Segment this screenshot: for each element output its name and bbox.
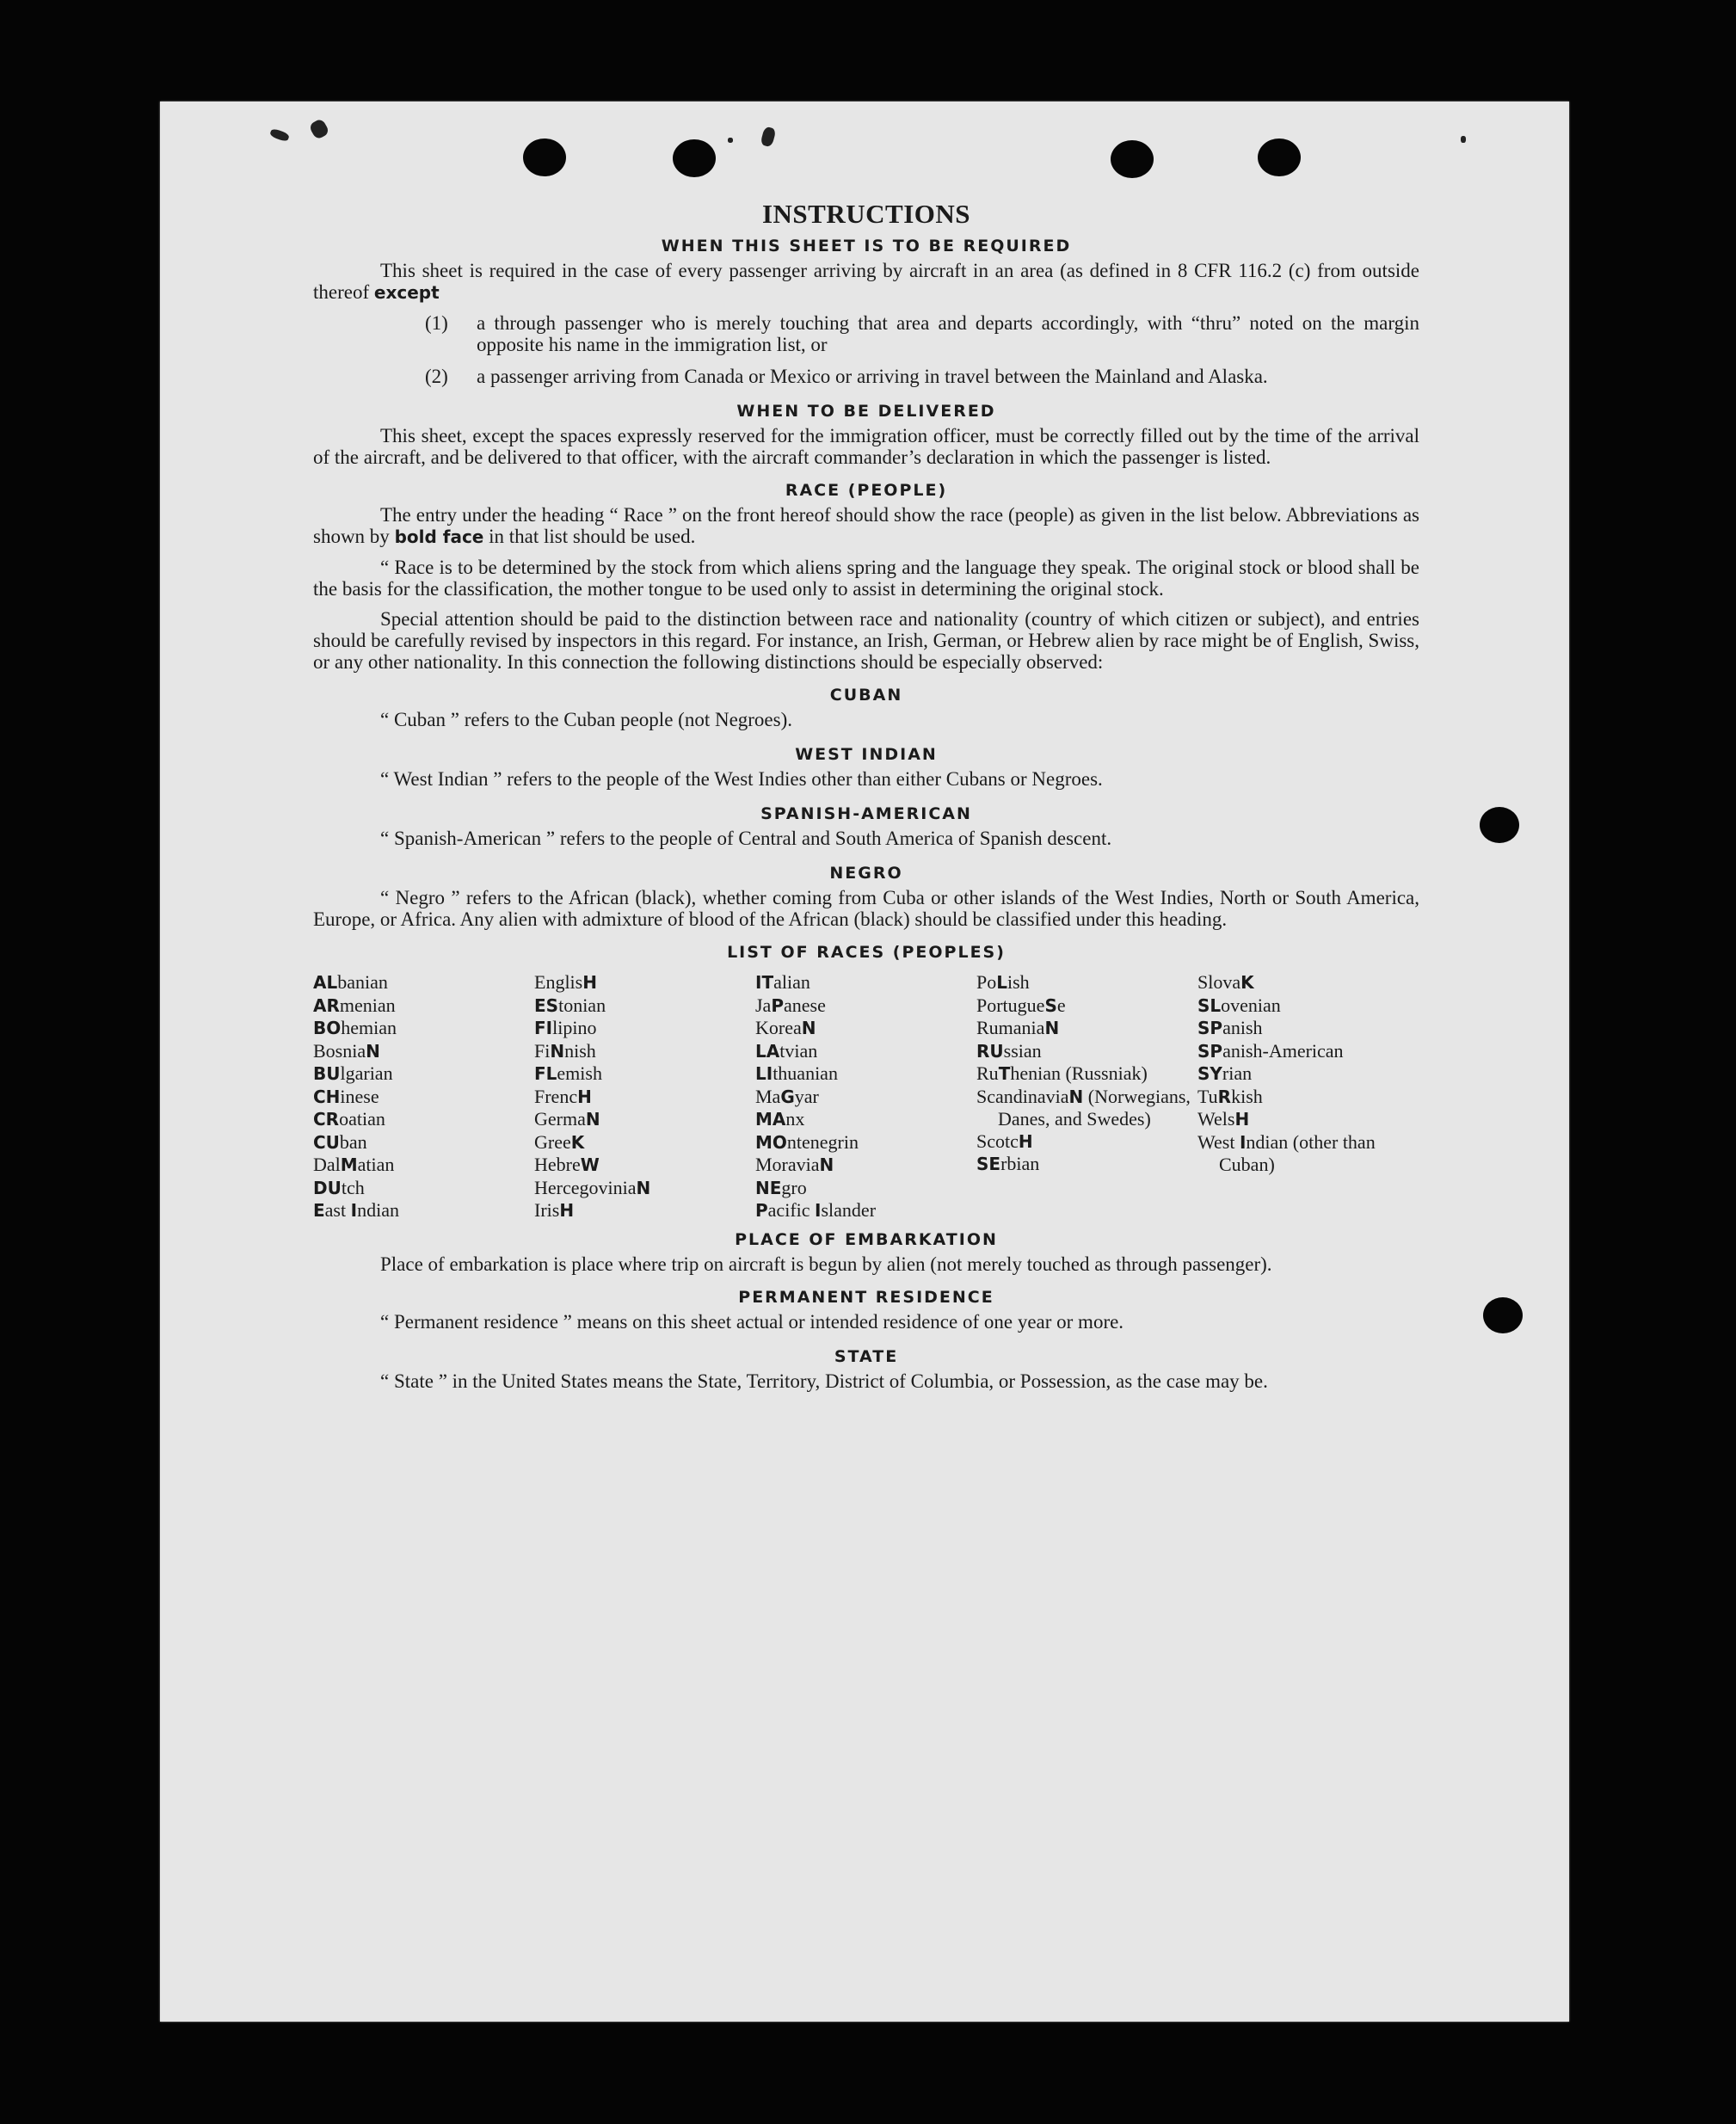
- race-text: Rumania: [976, 1017, 1045, 1038]
- race-abbreviation: H: [1018, 1130, 1033, 1152]
- document-sheet: [160, 102, 1569, 2022]
- section-heading-negro: NEGRO: [829, 864, 903, 883]
- item-number: (2): [425, 366, 448, 387]
- section-heading-cuban: CUBAN: [829, 686, 903, 705]
- race-entry: [976, 1153, 1197, 1176]
- race-text: nx: [785, 1108, 805, 1130]
- race-abbreviation: I: [1239, 1131, 1247, 1153]
- race-abbreviation: LA: [755, 1040, 780, 1062]
- race-abbreviation: CR: [313, 1109, 340, 1130]
- race-entry: [313, 1154, 534, 1177]
- race-entry: [976, 1086, 1197, 1130]
- race-abbreviation: SL: [1197, 994, 1222, 1016]
- race-text: Moravia: [755, 1154, 820, 1175]
- instructions-content: [313, 196, 1419, 1401]
- race-abbreviation: MO: [755, 1131, 787, 1153]
- race-paragraph-2: “ Race is to be determined by the stock from which aliens spring and the language they speak. The original stock or blood shall be the basis for the classification, the mother tongue to be used only to assist in determining the original stock.: [313, 557, 1419, 600]
- race-entry: [755, 994, 976, 1018]
- race-text: menian: [339, 994, 396, 1016]
- race-text: Ma: [755, 1085, 781, 1107]
- race-abbreviation: K: [1240, 972, 1254, 993]
- negro-text: “ Negro ” refers to the African (black), whether coming from Cuba or other islands of the West Indies, North or South America, Europe, or Africa. Any alien with admixture of blood of the African (black) should be classified under this heading.: [313, 887, 1419, 930]
- race-text: ast: [324, 1199, 351, 1221]
- race-entry: [976, 1017, 1197, 1040]
- section-heading-spanish-american: SPANISH-AMERICAN: [760, 804, 972, 823]
- race-abbreviation: K: [570, 1131, 585, 1153]
- race-text: tch: [341, 1176, 365, 1198]
- race-entry: [313, 1040, 534, 1063]
- race-entry: [313, 1062, 534, 1086]
- race-entry: [1197, 1108, 1419, 1131]
- race-entry: [1197, 994, 1419, 1018]
- residence-text: “ Permanent residence ” means on this sheet actual or intended residence of one year or more.: [380, 1310, 1124, 1333]
- race-text: nish: [564, 1039, 596, 1062]
- race-abbreviation: SP: [1197, 1018, 1223, 1038]
- race-text: henian (Russniak): [1010, 1062, 1148, 1084]
- race-abbreviation: H: [577, 1086, 592, 1107]
- race-text: Portugue: [976, 994, 1045, 1016]
- race-text: yar: [794, 1085, 819, 1107]
- race-text: Scotc: [976, 1130, 1019, 1152]
- race-text: Germa: [534, 1108, 586, 1130]
- race-text: Englis: [534, 971, 583, 993]
- race-entry: [534, 1017, 755, 1040]
- race-text: anese: [784, 994, 826, 1016]
- race-abbreviation: N: [819, 1154, 834, 1175]
- race-entry: [755, 1108, 976, 1131]
- race-entry: [534, 1040, 755, 1063]
- page-title: INSTRUCTIONS: [761, 199, 970, 229]
- race-text: Scandinavia: [976, 1085, 1069, 1107]
- list-item: [425, 312, 1419, 355]
- race-abbreviation: BO: [313, 1018, 342, 1038]
- race-text: Hebre: [534, 1154, 581, 1175]
- item-text: a through passenger who is merely touching that area and departs accordingly, with “thru” noted on the margin opposite his name in the immigration list, or: [477, 312, 1419, 355]
- race-abbreviation: N: [636, 1177, 651, 1198]
- race-abbreviation: FI: [534, 1018, 553, 1038]
- race-entry: [534, 1131, 755, 1154]
- race-paragraph-1: The entry under the heading “ Race ” on the front hereof should show the race (people) as given in the list below. Abbreviations as shown by bold face in that list should be used.: [313, 504, 1419, 547]
- paper-speck: [728, 138, 733, 143]
- race-entry: [755, 971, 976, 994]
- race-entry: [976, 994, 1197, 1018]
- race-text: Bosnia: [313, 1039, 366, 1062]
- race-abbreviation: S: [1044, 994, 1057, 1016]
- race-text: Po: [976, 971, 997, 993]
- race-abbreviation: H: [582, 972, 597, 993]
- race-entry: [534, 1177, 755, 1200]
- race-entry: [313, 971, 534, 994]
- race-entry: [755, 1199, 976, 1222]
- punch-hole: [1483, 1297, 1523, 1333]
- races-list: [313, 971, 1419, 1222]
- race-entry: [534, 1154, 755, 1177]
- paper-speck: [269, 128, 290, 143]
- race-entry: [534, 1062, 755, 1086]
- race-abbreviation: BU: [313, 1063, 341, 1084]
- race-text: (Norwegians, Danes, and Swedes): [998, 1085, 1191, 1130]
- list-item: [425, 366, 1419, 387]
- race-entry: [1197, 971, 1419, 994]
- west-indian-text: “ West Indian ” refers to the people of the West Indies other than either Cubans or Negroes.: [380, 768, 1103, 790]
- races-column: [313, 971, 534, 1222]
- punch-hole: [1480, 807, 1519, 843]
- race-entry: [1197, 1086, 1419, 1109]
- race-entry: [534, 1086, 755, 1109]
- race-text: Ja: [755, 994, 772, 1016]
- race-entry: [755, 1086, 976, 1109]
- punch-hole: [1111, 140, 1154, 178]
- race-text: rian: [1222, 1062, 1253, 1084]
- race-text: ish: [1007, 971, 1030, 993]
- race-abbreviation: I: [350, 1200, 358, 1221]
- race-text: lgarian: [340, 1062, 393, 1084]
- section-heading-race: RACE (PEOPLE): [785, 481, 948, 500]
- race-entry: [755, 1017, 976, 1040]
- race-text: anish: [1222, 1017, 1263, 1038]
- race-text: e: [1056, 994, 1066, 1016]
- punch-hole: [523, 139, 566, 176]
- race-text: atian: [357, 1154, 395, 1175]
- race-entry: [755, 1040, 976, 1063]
- race-entry: [755, 1131, 976, 1154]
- punch-hole: [1258, 139, 1301, 176]
- race-text: tonian: [558, 994, 606, 1016]
- race-abbreviation: AR: [313, 994, 340, 1016]
- item-text: a passenger arriving from Canada or Mexico or arriving in travel between the Mainland and Alaska.: [477, 366, 1268, 387]
- except-keyword: except: [373, 282, 440, 303]
- item-number: (1): [425, 312, 448, 334]
- races-column: [534, 971, 755, 1222]
- required-intro: This sheet is required in the case of every passenger arriving by aircraft in an area (as defined in 8 CFR 116.2 (c) from outside thereof except: [313, 260, 1419, 303]
- race-text: ovenian: [1221, 994, 1281, 1016]
- section-heading-residence: PERMANENT RESIDENCE: [738, 1287, 994, 1307]
- race-abbreviation: H: [559, 1200, 575, 1221]
- race-text: ssian: [1003, 1039, 1042, 1062]
- race-abbreviation: T: [998, 1063, 1011, 1084]
- race-abbreviation: G: [780, 1086, 795, 1107]
- race-abbreviation: N: [1044, 1018, 1060, 1038]
- races-column: [755, 971, 976, 1222]
- race-abbreviation: L: [996, 972, 1007, 993]
- race-entry: [1197, 1062, 1419, 1086]
- race-text: slander: [821, 1199, 877, 1221]
- delivered-text: This sheet, except the spaces expressly reserved for the immigration officer, must be correctly filled out by the time of the arrival of the aircraft, and be delivered to that officer, with the aircraft commander’s declaration in which the passenger is listed.: [313, 425, 1419, 468]
- race-abbreviation: RU: [976, 1040, 1004, 1062]
- race-entry: [755, 1062, 976, 1086]
- race-text: Fi: [534, 1039, 551, 1062]
- race-abbreviation: N: [550, 1040, 565, 1062]
- race-entry: [755, 1177, 976, 1200]
- race-text: gro: [781, 1176, 807, 1198]
- race-entry: [313, 1017, 534, 1040]
- race-abbreviation: FL: [534, 1063, 557, 1084]
- race-abbreviation: N: [801, 1018, 816, 1038]
- race-abbreviation: N: [585, 1109, 600, 1130]
- race-abbreviation: AL: [313, 972, 338, 993]
- race-paragraph-3: Special attention should be paid to the distinction between race and nationality (country of which citizen or subject), and entries should be carefully revised by inspectors in this regard. For instance, an Irish, German, or Hebrew alien by race might be of English, Swiss, or any other nationality. In this connection the following distinctions should be especially observed:: [313, 608, 1419, 673]
- race-abbreviation: P: [771, 994, 784, 1016]
- race-text: Dal: [313, 1154, 341, 1175]
- race-abbreviation: CH: [313, 1086, 341, 1107]
- race-abbreviation: N: [366, 1040, 380, 1062]
- race-abbreviation: M: [340, 1154, 358, 1175]
- race-text: ndian (other than Cuban): [1219, 1130, 1376, 1175]
- punch-hole: [673, 139, 716, 177]
- race-entry: [755, 1154, 976, 1177]
- race-text: alian: [773, 971, 810, 993]
- race-text: Wels: [1197, 1108, 1235, 1130]
- race-text: ndian: [357, 1199, 399, 1221]
- race-text: hemian: [341, 1017, 397, 1038]
- race-abbreviation: SP: [1197, 1040, 1223, 1062]
- race-text: lipino: [552, 1017, 597, 1038]
- paper-speck: [1461, 136, 1466, 143]
- race-entry: [1197, 1017, 1419, 1040]
- race-text: ban: [339, 1130, 367, 1153]
- race-abbreviation: R: [1217, 1086, 1232, 1107]
- race-text: kish: [1231, 1085, 1263, 1107]
- section-heading-west-indian: WEST INDIAN: [795, 745, 938, 764]
- race-entry: [313, 994, 534, 1018]
- race-entry: [313, 1177, 534, 1200]
- race-abbreviation: ES: [534, 994, 559, 1016]
- section-heading-list-of-races: LIST OF RACES (PEOPLES): [727, 943, 1006, 962]
- race-entry: [534, 994, 755, 1018]
- section-heading-required: WHEN THIS SHEET IS TO BE REQUIRED: [661, 237, 1072, 255]
- race-abbreviation: NE: [755, 1177, 782, 1198]
- race-entry: [534, 971, 755, 994]
- race-abbreviation: E: [313, 1200, 325, 1221]
- race-abbreviation: W: [580, 1154, 600, 1175]
- embarkation-text: Place of embarkation is place where trip on aircraft is begun by alien (not merely touched as through passenger).: [380, 1253, 1272, 1275]
- paper-speck: [760, 126, 776, 148]
- race-text: thuanian: [773, 1062, 838, 1084]
- race-text: banian: [337, 971, 388, 993]
- races-column: [976, 971, 1197, 1222]
- race-text: inese: [340, 1085, 379, 1107]
- race-text: Slova: [1197, 971, 1241, 993]
- race-abbreviation: I: [815, 1200, 822, 1221]
- race-text: tvian: [779, 1039, 818, 1062]
- cuban-text: “ Cuban ” refers to the Cuban people (not Negroes).: [380, 709, 793, 730]
- bold-face-keyword: bold face: [394, 526, 484, 547]
- section-heading-state: STATE: [834, 1346, 899, 1366]
- race-entry: [976, 1130, 1197, 1154]
- race-entry: [976, 1062, 1197, 1086]
- race-text: rbian: [1000, 1153, 1040, 1174]
- race-abbreviation: P: [755, 1200, 768, 1221]
- race-text: Ru: [976, 1062, 999, 1084]
- race-text: acific: [767, 1199, 816, 1221]
- race-abbreviation: SY: [1197, 1063, 1222, 1084]
- race-abbreviation: SE: [976, 1154, 1001, 1174]
- paper-speck: [308, 118, 330, 140]
- race-text: Gree: [534, 1130, 571, 1153]
- spanish-american-text: “ Spanish-American ” refers to the people of Central and South America of Spanish descent.: [380, 828, 1112, 849]
- race-entry: [534, 1108, 755, 1131]
- race-entry: [313, 1086, 534, 1109]
- race-abbreviation: CU: [313, 1131, 340, 1153]
- race-abbreviation: H: [1234, 1109, 1250, 1130]
- race-entry: [976, 1040, 1197, 1063]
- race-entry: [976, 971, 1197, 994]
- race-text: West: [1197, 1130, 1240, 1153]
- race-abbreviation: DU: [313, 1177, 342, 1198]
- section-heading-embarkation: PLACE OF EMBARKATION: [735, 1229, 998, 1249]
- race-abbreviation: N: [1068, 1086, 1084, 1107]
- state-text: “ State ” in the United States means the State, Territory, District of Columbia, or Possession, as the case may be.: [380, 1370, 1268, 1392]
- race-text: ntenegrin: [786, 1130, 859, 1153]
- race-entry: [1197, 1040, 1419, 1063]
- race-entry: [534, 1199, 755, 1222]
- race-entry: [1197, 1131, 1419, 1176]
- section-heading-delivered: WHEN TO BE DELIVERED: [736, 402, 996, 421]
- race-text: anish-American: [1222, 1039, 1344, 1062]
- race-text: Tu: [1197, 1085, 1218, 1107]
- race-entry: [313, 1131, 534, 1154]
- race-text: oatian: [339, 1108, 385, 1130]
- race-entry: [313, 1199, 534, 1222]
- race-entry: [313, 1108, 534, 1131]
- race-text: Frenc: [534, 1085, 578, 1107]
- races-column: [1197, 971, 1419, 1222]
- race-abbreviation: IT: [755, 972, 774, 993]
- race-abbreviation: MA: [755, 1109, 786, 1130]
- race-abbreviation: LI: [755, 1063, 773, 1084]
- race-text: Korea: [755, 1017, 802, 1038]
- race-text: Iris: [534, 1199, 560, 1221]
- race-text: emish: [557, 1062, 602, 1084]
- race-text: Hercegovinia: [534, 1176, 637, 1198]
